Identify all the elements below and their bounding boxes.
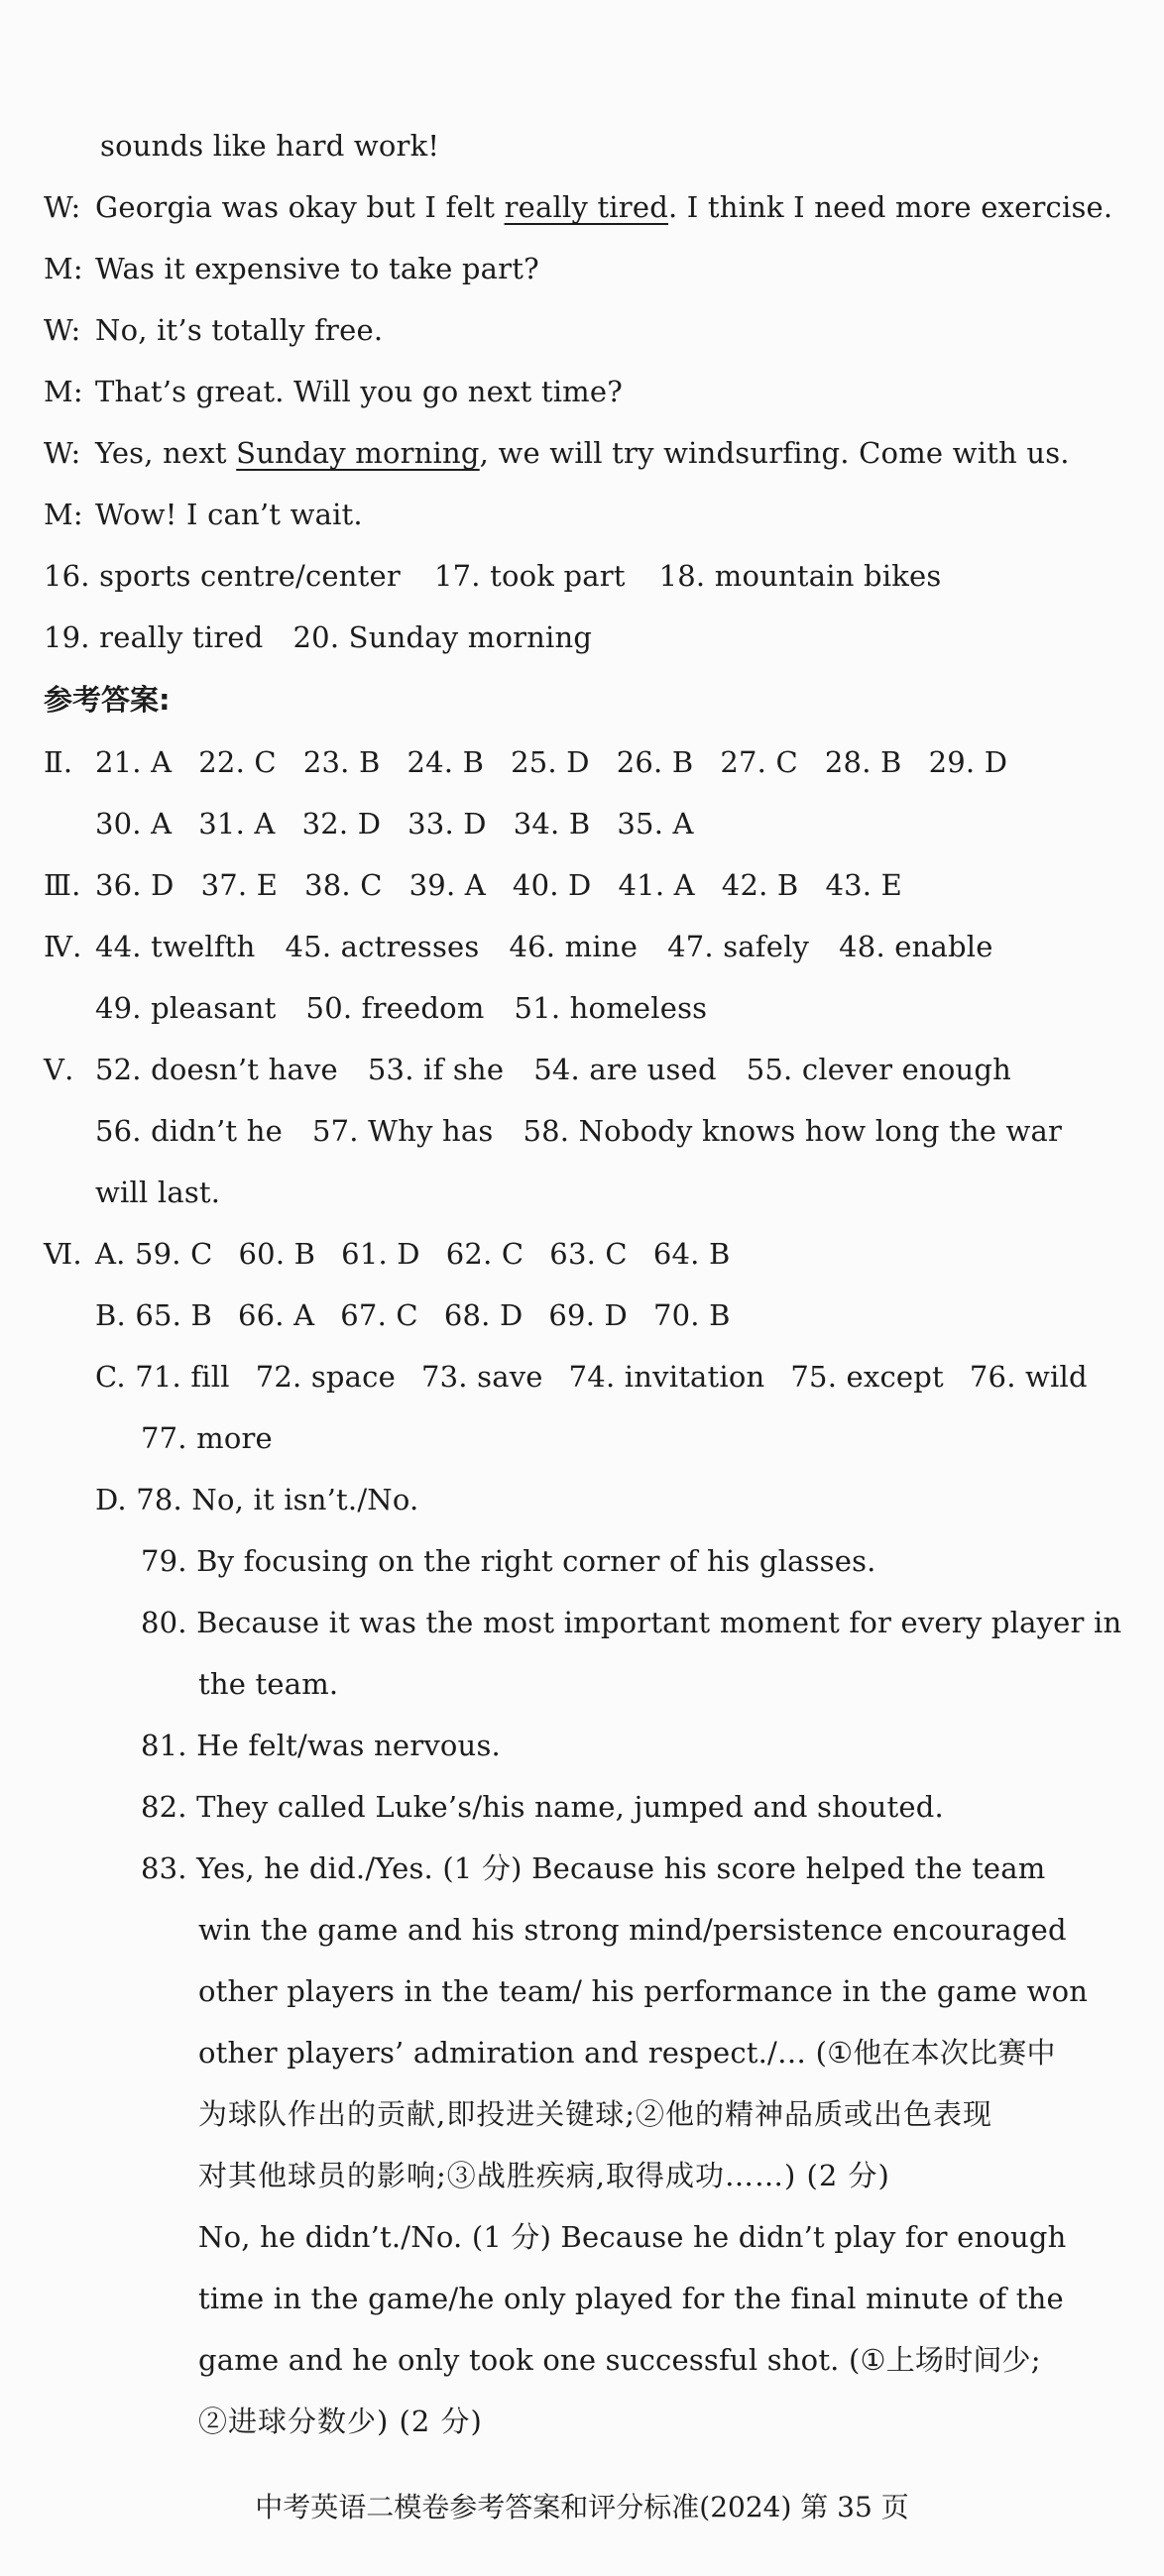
- answer-item: 29. D: [928, 745, 1008, 779]
- answer-item: 26. B: [616, 745, 694, 779]
- answer-83-line-2: win the game and his strong mind/persistence encouraged: [198, 1913, 1067, 1947]
- answer-79: 79. By focusing on the right corner of his glasses.: [141, 1544, 876, 1578]
- speaker-label: M:: [44, 252, 83, 285]
- answer-item: 25. D: [511, 745, 590, 779]
- section-label: Ⅱ.: [44, 745, 73, 779]
- answer-item: 55. clever enough: [746, 1053, 1012, 1086]
- dialogue-line-6: [44, 495, 363, 534]
- answer-83-line-3: other players in the team/ his performance in the game won: [198, 1974, 1089, 2008]
- answer-item: 28. B: [824, 745, 902, 779]
- answer-item: 35. A: [617, 807, 694, 840]
- answer-item: 50. freedom: [305, 991, 485, 1025]
- answer-item: B. 65. B: [95, 1298, 212, 1332]
- dialogue-text: No, it’s totally free.: [95, 313, 384, 347]
- answer-20: 20. Sunday morning: [292, 620, 593, 654]
- section-5-row-3: will last.: [95, 1176, 221, 1209]
- answer-item: 36. D: [95, 868, 175, 902]
- underlined-answer: Sunday morning: [236, 436, 480, 470]
- answer-item: 39. A: [408, 868, 486, 902]
- listening-answers-row-1: [44, 556, 941, 596]
- section-6-row-b: [95, 1295, 731, 1335]
- answer-item: 24. B: [407, 745, 485, 779]
- section-2-row-2: [95, 804, 694, 843]
- section-5-row-2: [95, 1111, 1062, 1151]
- listening-answers-row-2: [44, 617, 592, 657]
- answer-item: 38. C: [304, 868, 383, 902]
- dialogue-line-1: [44, 187, 1112, 227]
- dialogue-line-3: [44, 310, 383, 350]
- answer-item: 44. twelfth: [95, 930, 256, 963]
- answer-item: 73. save: [420, 1360, 543, 1394]
- answer-item: 43. E: [825, 868, 902, 902]
- answer-82: 82. They called Luke’s/his name, jumped and shouted.: [141, 1790, 944, 1824]
- answer-item: 58. Nobody knows how long the war: [523, 1114, 1063, 1148]
- answer-81: 81. He felt/was nervous.: [141, 1729, 501, 1762]
- answer-item: 60. B: [238, 1237, 316, 1271]
- section-5-row-1: [44, 1050, 1011, 1089]
- speaker-label: M:: [44, 498, 83, 531]
- answer-80-line-2: the team.: [198, 1667, 339, 1701]
- section-4-row-1: [44, 927, 993, 966]
- underlined-answer: really tired: [504, 190, 668, 224]
- answer-item: 27. C: [720, 745, 798, 779]
- dialogue-text: , we will try windsurfing. Come with us.: [479, 436, 1070, 470]
- answer-80-line-1: 80. Because it was the most important moment for every player in: [141, 1606, 1122, 1639]
- speaker-label: M:: [44, 375, 83, 408]
- answer-item: 34. B: [513, 807, 591, 840]
- section-6-row-c: [95, 1357, 1088, 1397]
- section-6-row-a: [44, 1234, 730, 1274]
- answer-item: 72. space: [255, 1360, 396, 1394]
- answer-83-line-9: game and he only took one successful shot. (①上场时间少;: [198, 2343, 1041, 2377]
- answer-item: 70. B: [653, 1298, 731, 1332]
- answer-83-line-1: 83. Yes, he did./Yes. (1 分) Because his score helped the team: [141, 1851, 1046, 1885]
- answer-16: 16. sports centre/center: [44, 559, 401, 593]
- answer-item: 64. B: [652, 1237, 731, 1271]
- answer-item: A. 59. C: [95, 1237, 213, 1271]
- answer-item: 54. are used: [533, 1053, 717, 1086]
- answer-83-line-5: 为球队作出的贡献,即投进关键球;②他的精神品质或出色表现: [198, 2097, 992, 2131]
- answer-item: 42. B: [721, 868, 799, 902]
- answer-17: 17. took part: [433, 559, 626, 593]
- section-label: Ⅵ.: [44, 1237, 82, 1271]
- answer-item: 40. D: [512, 868, 592, 902]
- dialogue-line-5: [44, 433, 1070, 473]
- section-label: Ⅲ.: [44, 868, 81, 902]
- answer-19: 19. really tired: [44, 620, 264, 654]
- answer-item: 32. D: [301, 807, 382, 840]
- answer-item: 22. C: [198, 745, 277, 779]
- dialogue-text: Wow! I can’t wait.: [95, 498, 363, 531]
- answer-item: 56. didn’t he: [95, 1114, 283, 1148]
- speaker-label: W:: [44, 190, 81, 224]
- answer-78: D. 78. No, it isn’t./No.: [95, 1483, 419, 1516]
- answer-83-line-8: time in the game/he only played for the final minute of the: [198, 2282, 1064, 2315]
- answer-item: 41. A: [618, 868, 695, 902]
- answer-83-line-10: ②进球分数少) (2 分): [198, 2405, 483, 2438]
- dialogue-line-2: [44, 249, 539, 288]
- section-label: Ⅴ.: [44, 1053, 74, 1086]
- answer-18: 18. mountain bikes: [658, 559, 942, 593]
- answer-item: 63. C: [549, 1237, 628, 1271]
- answer-item: 52. doesn’t have: [95, 1053, 338, 1086]
- dialogue-line-0: sounds like hard work!: [100, 129, 440, 163]
- answer-item: 75. except: [790, 1360, 944, 1394]
- answer-item: 47. safely: [667, 930, 810, 963]
- speaker-label: W:: [44, 436, 81, 470]
- dialogue-text: . I think I need more exercise.: [667, 190, 1113, 224]
- answer-item: 61. D: [341, 1237, 420, 1271]
- answer-item: 76. wild: [969, 1360, 1088, 1394]
- dialogue-text: Georgia was okay but I felt: [95, 190, 505, 224]
- answer-item: 37. E: [200, 868, 279, 902]
- section-4-row-2: [95, 988, 707, 1028]
- answer-item: 23. B: [302, 745, 381, 779]
- answer-83-line-6: 对其他球员的影响;③战胜疾病,取得成功……) (2 分): [198, 2159, 890, 2192]
- section-2-row-1: [44, 742, 1007, 782]
- answer-item: 33. D: [407, 807, 487, 840]
- dialogue-line-4: [44, 372, 623, 411]
- answer-item: 46. mine: [509, 930, 639, 963]
- section-6-row-c2: 77. more: [141, 1421, 273, 1455]
- section-label: Ⅳ.: [44, 930, 82, 963]
- section-3-row-1: [44, 865, 902, 905]
- answer-item: 48. enable: [839, 930, 993, 963]
- answer-item: 21. A: [95, 745, 173, 779]
- answer-item: 57. Why has: [311, 1114, 494, 1148]
- answer-item: C. 71. fill: [95, 1360, 230, 1394]
- speaker-label: W:: [44, 313, 81, 347]
- answer-item: 68. D: [443, 1298, 524, 1332]
- answer-item: 53. if she: [367, 1053, 505, 1086]
- answer-item: 49. pleasant: [95, 991, 277, 1025]
- dialogue-text: That’s great. Will you go next time?: [95, 375, 623, 408]
- answer-item: 62. C: [445, 1237, 524, 1271]
- answer-item: 74. invitation: [568, 1360, 765, 1394]
- answer-item: 51. homeless: [514, 991, 708, 1025]
- dialogue-text: Was it expensive to take part?: [95, 252, 539, 285]
- answer-item: 45. actresses: [285, 930, 480, 963]
- answer-83-line-7: No, he didn’t./No. (1 分) Because he didn’t play for enough: [198, 2220, 1067, 2254]
- answer-item: 69. D: [548, 1298, 628, 1332]
- page-footer: 中考英语二模卷参考答案和评分标准(2024) 第 35 页: [255, 2491, 909, 2523]
- reference-answers-heading: 参考答案:: [44, 683, 171, 717]
- answer-item: 67. C: [340, 1298, 418, 1332]
- answer-item: 30. A: [95, 807, 173, 840]
- answer-item: 31. A: [198, 807, 276, 840]
- dialogue-text: Yes, next: [95, 436, 237, 470]
- answer-83-line-4: other players’ admiration and respect./… (①他在本次比赛中: [198, 2036, 1056, 2070]
- answer-item: 66. A: [238, 1298, 315, 1332]
